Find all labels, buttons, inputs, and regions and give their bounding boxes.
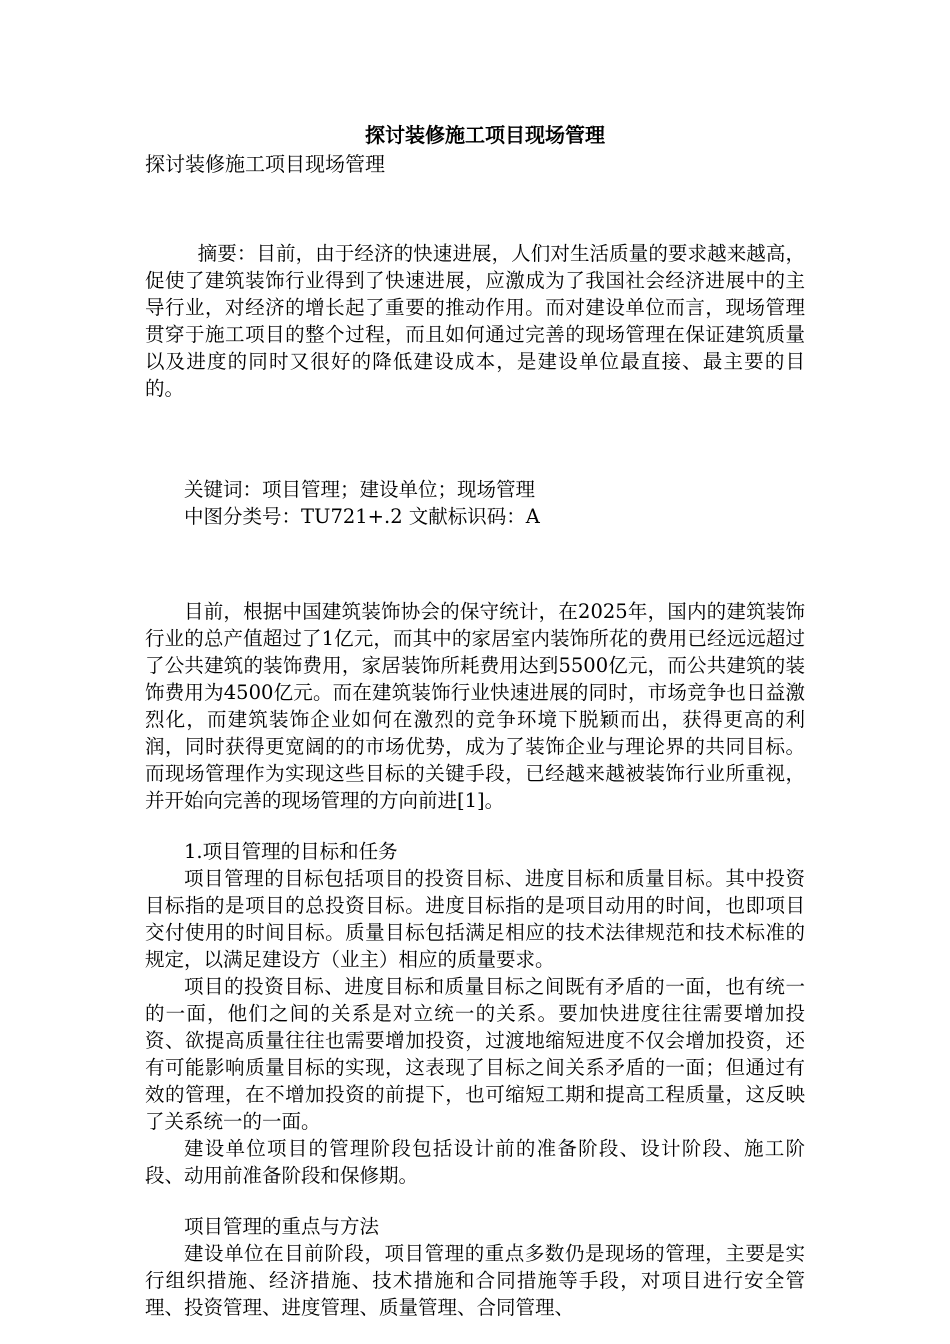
spacer — [145, 580, 805, 598]
section-2-paragraph-1: 建设单位在目前阶段，项目管理的重点多数仍是现场的管理，主要是实行组织措施、经济措施、技术措施和合同措施等手段，对项目进行安全管理、投资管理、进度管理、质量管理、合同管理、 — [145, 1242, 805, 1319]
spacer — [145, 1189, 805, 1213]
abstract-paragraph: 摘要：目前，由于经济的快速进展，人们对生活质量的要求越来越高，促使了建筑装饰行业得到了快速进展，应激成为了我国社会经济进展中的主导行业，对经济的增长起了重要的推动作用。而对建设单位而言，现场管理贯穿于施工项目的整个过程，而且如何通过完善的现场管理在保证建筑质量以及进度的同时又很好的降低建设成本，是建设单位最直接、最主要的目的。 — [145, 242, 805, 400]
section-1-paragraph-1: 项目管理的目标包括项目的投资目标、进度目标和质量目标。其中投资目标指的是项目的总投资目标。进度目标指的是项目动用的时间，也即项目交付使用的时间目标。质量目标包括满足相应的技术法律规范和技术标准的规定，以满足建设方（业主）相应的质量要求。 — [145, 867, 805, 971]
spacer — [145, 814, 805, 838]
intro-paragraph: 目前，根据中国建筑装饰协会的保守统计，在2025年，国内的建筑装饰行业的总产值超过了1亿元，而其中的家居室内装饰所花的费用已经远远超过了公共建筑的装饰费用，家居装饰所耗费用达到5500亿元，而公共建筑的装饰费用为4500亿元。而在建筑装饰行业快速进展的同时，市场竞争也日益激烈化，而建筑装饰企业如何在激烈的竞争环境下脱颖而出，获得更高的利润，同时获得更宽阔的的市场优势，成为了装饰企业与理论界的共同目标。而现场管理作为实现这些目标的关键手段，已经越来越被装饰行业所重视，并开始向完善的现场管理的方向前进[1]。 — [145, 600, 805, 812]
section-1-heading: 1.项目管理的目标和任务 — [184, 840, 398, 863]
document-subtitle: 探讨装修施工项目现场管理 — [145, 152, 385, 176]
section-1-paragraph-2: 项目的投资目标、进度目标和质量目标之间既有矛盾的一面，也有统一的一面，他们之间的关系是对立统一的关系。要加快进度往往需要增加投资、欲提高质量往往也需要增加投资，过渡地缩短进度不仅会增加投资，还有可能影响质量目标的实现，这表现了目标之间关系矛盾的一面；但通过有效的管理，在不增加投资的前提下，也可缩短工期和提高工程质量，这反映了关系统一的一面。 — [145, 975, 805, 1133]
section-2-heading: 项目管理的重点与方法 — [184, 1215, 380, 1238]
document-page — [145, 120, 805, 1321]
spacer — [145, 530, 805, 580]
keywords-line: 关键词：项目管理；建设单位；现场管理 — [184, 478, 536, 501]
spacer — [145, 178, 805, 240]
document-title: 探讨装修施工项目现场管理 — [365, 123, 605, 147]
spacer — [145, 452, 805, 476]
section-1-paragraph-3: 建设单位项目的管理阶段包括设计前的准备阶段、设计阶段、施工阶段、动用前准备阶段和保修期。 — [145, 1137, 805, 1187]
classification-line: 中图分类号：TU721+.2 文献标识码：A — [184, 505, 540, 528]
spacer — [145, 402, 805, 452]
